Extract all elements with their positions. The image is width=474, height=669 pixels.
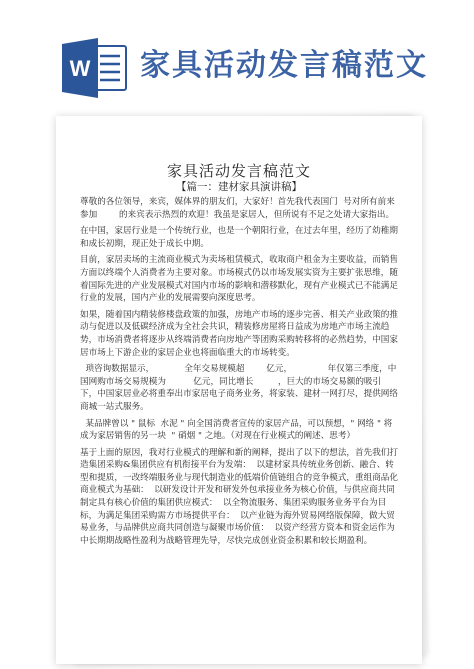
- paragraph: 如果，随着国内精装修楼盘政策的加强，房地产市场的逐步完善、相关产业政策的推动与促进以及低碳经济成为全社会共识，精装修房屋将日益成为房地产市场主流趋势，市场消费者将逐步从终端消费者向房地产等团购采购转移将的必然趋势，中国家居市场上下游企业的家居企业也将面临重大的市场转变。: [80, 309, 398, 358]
- document-title: 家具活动发言稿范文: [166, 162, 311, 180]
- banner-title: 家具活动发言稿范文: [140, 48, 428, 83]
- document-page: [56, 116, 422, 664]
- paragraph: 基于上面的原因，我对行业模式的理解和新的阐释，提出了以下的想法，首先我们打造集团采购&集团供应有机衔接平台为发端： 以建材家具传统业务创新、融合、转型和提质，一改终端服务业与现代制造业的低端价值链组合的竞争模式，重组商品化商业模式为基础： 以研发设计开发和研发外包承接业务为核心价值，与供应商共同制定具有核心价值的集团供应模式： 以全物流服务、集团采购服务业务平台为目标，为满足集团采购需方市场提供平台： 以产业链为海外贸易网络版保障，做大贸易业务，与品牌供应商共同创造与凝聚市场价值： 以资产经营方资本和资金运作为中长期期战略性盈利为战略管理先导，尽快完成创业资金积累和较长期盈利。: [80, 447, 398, 546]
- paragraph: 某品牌曾以 " 鼠标 水泥 " 向全国消费者宣传的家居产品，可以预想，" 网络 " 将成为家居销售的另一块 " 硝烟 " 之地。（对现在行业模式的阐述、思考）: [80, 418, 393, 442]
- paragraph: 在中国，家居行业是一个传统行业，也是一个朝阳行业，在过去年里，经历了幼稚期和成长初期，现正处于成长中期。: [80, 226, 398, 249]
- document-body: [80, 196, 398, 551]
- document-subtitle: 【篇一：建材家具演讲稿】: [176, 181, 302, 193]
- header-banner: [0, 0, 474, 110]
- word-document-icon: [60, 38, 130, 98]
- paragraph: 目前，家居卖场的主流商业模式为卖场租赁模式，收取商户租金为主要收益，而销售方面以终端个人消费者为主要对象。市场模式仍以市场发展实资为主要扩张思维，随着国际先进的产业发展模式对国内市场的影响和潜移默化，现有产业模式已不能满足行业的发展，国内产业的发展需要向深度思考。: [80, 255, 398, 304]
- paragraph: 琐咨询数据显示， 全年交易规模超 亿元， 年仅第三季度，中国网购市场交易规模为 亿元，同比增长 ，巨大的市场交易额的吸引下，中国家居业必将重奉出市家居电子商务业务，将家装、建材一网打尽，提供网络商城一站式服务。: [80, 364, 398, 412]
- svg-text:W: W: [69, 56, 91, 81]
- paragraph: 尊敬的各位领导，来宾，媒体界的朋友们，大家好！首先我代表国门 号对所有前来参加 的来宾表示热烈的欢迎！我虽是家居人，但所说有不足之处请大家指出。: [80, 197, 395, 220]
